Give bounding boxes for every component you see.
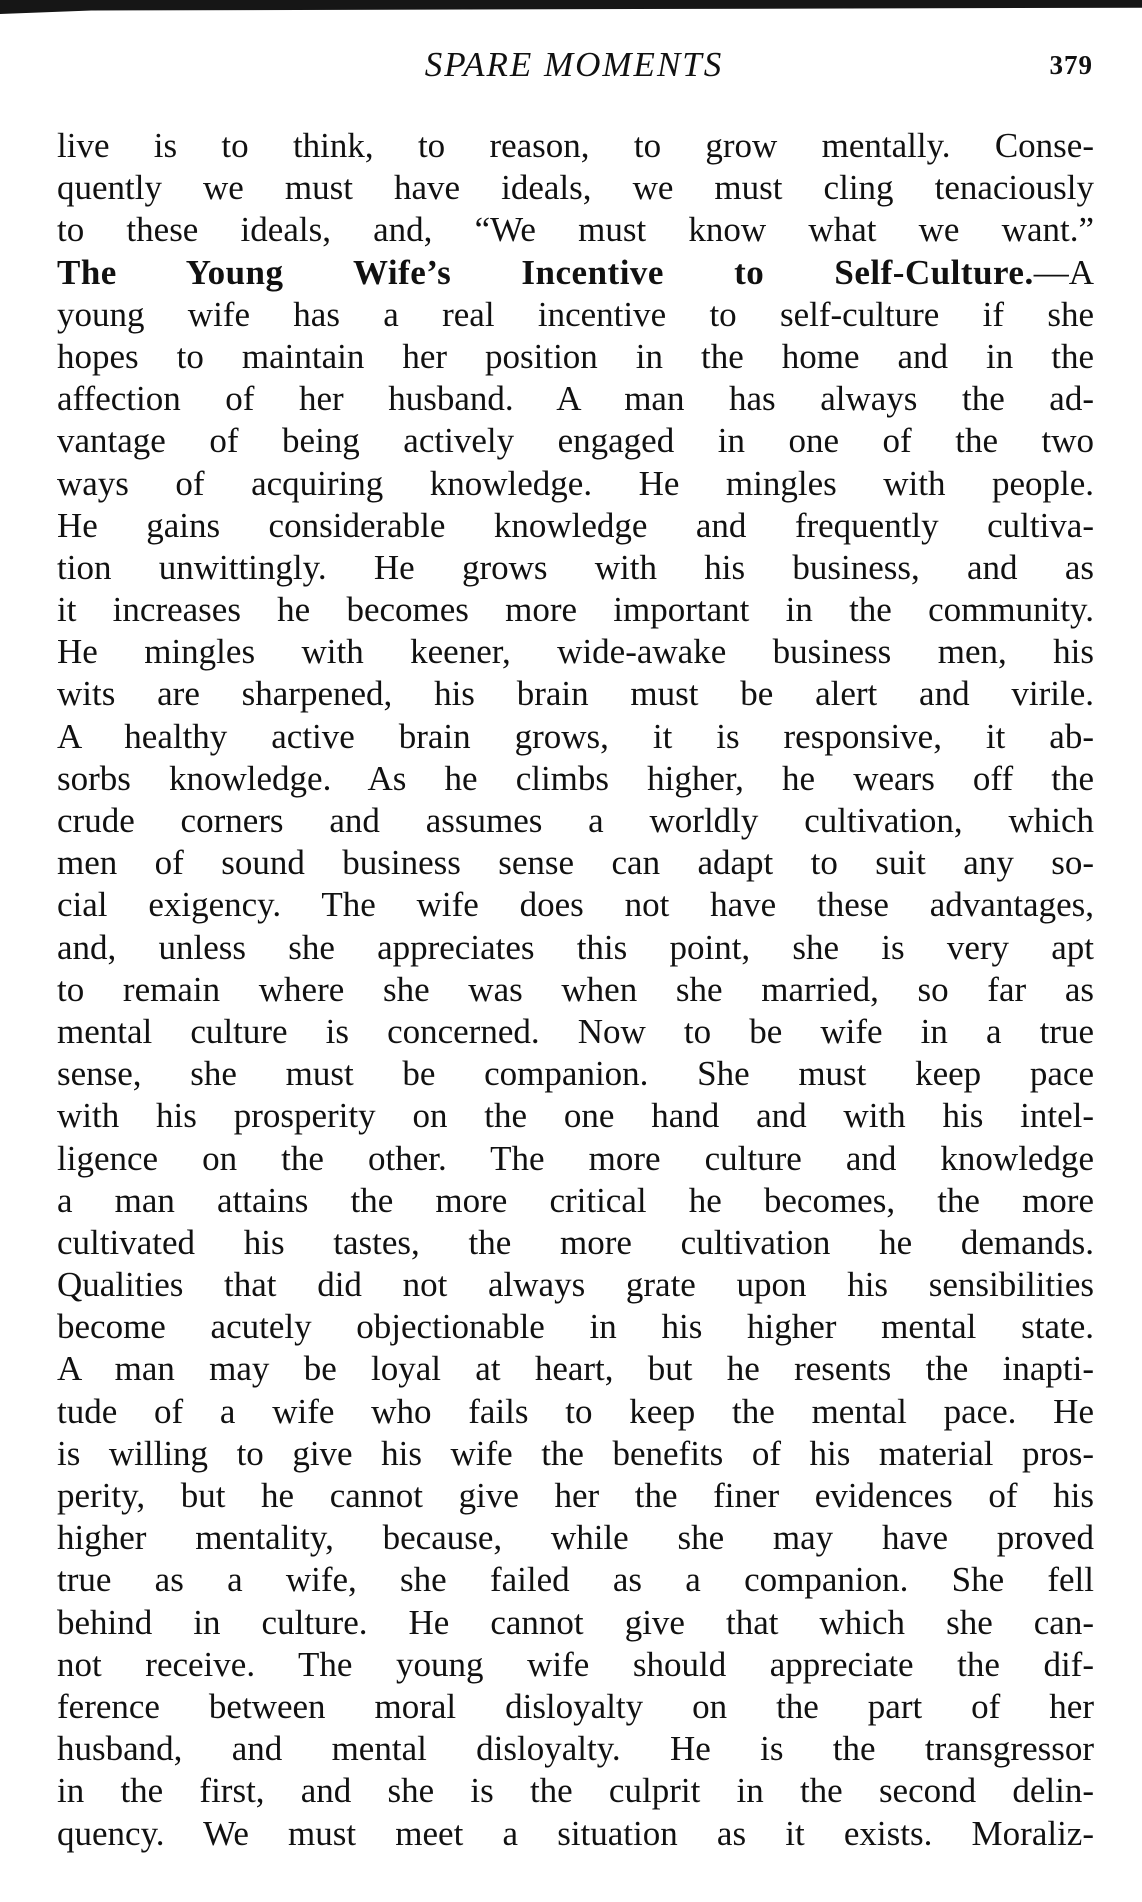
text-line: not receive. The young wife should appreciate the dif- — [57, 1644, 1094, 1684]
text-line: wits are sharpened, his brain must be alert and virile. — [57, 674, 1094, 714]
text-line: ways of acquiring knowledge. He mingles with people. — [57, 463, 1094, 503]
text-line: cial exigency. The wife does not have these advantages, — [57, 885, 1094, 925]
text-line: vantage of being actively engaged in one of the two — [57, 421, 1094, 461]
section-heading-line — [57, 252, 1094, 294]
text-line: to remain where she was when she married, so far as — [57, 969, 1094, 1009]
text-line: Qualities that did not always grate upon his sensibilities — [57, 1265, 1094, 1305]
text-line: young wife has a real incentive to self-culture if she — [57, 294, 1094, 334]
running-title: SPARE MOMENTS — [424, 45, 724, 84]
section-heading: The Young Wife’s Incentive to Self-Culture. — [57, 252, 1034, 292]
text-line: it increases he becomes more important in the community. — [57, 590, 1094, 630]
text-line: husband, and mental disloyalty. He is the transgressor — [57, 1729, 1094, 1769]
text-line: true as a wife, she failed as a companion. She fell — [57, 1560, 1094, 1600]
top-rule — [0, 0, 1142, 14]
text-line: sense, she must be companion. She must keep pace — [57, 1054, 1094, 1094]
text-line: higher mentality, because, while she may have proved — [57, 1518, 1094, 1558]
text-line: sorbs knowledge. As he climbs higher, he wears off the — [57, 758, 1094, 798]
text-line: cultivated his tastes, the more cultivation he demands. — [57, 1222, 1094, 1262]
text-line: men of sound business sense can adapt to suit any so- — [57, 843, 1094, 883]
text-line: He mingles with keener, wide-awake business men, his — [57, 632, 1094, 672]
text-line: perity, but he cannot give her the finer evidences of his — [57, 1476, 1094, 1515]
text-line: to these ideals, and, “We must know what we want.” — [57, 210, 1094, 250]
text-line: quency. We must meet a situation as it exists. Moraliz- — [57, 1813, 1094, 1853]
text-line: tion unwittingly. He grows with his business, and as — [57, 547, 1094, 587]
text-line: mental culture is concerned. Now to be wife in a true — [57, 1011, 1094, 1051]
text-line: He gains considerable knowledge and frequently cultiva- — [57, 505, 1094, 545]
text-line: and, unless she appreciates this point, she is very apt — [57, 927, 1094, 967]
body-text — [57, 125, 1094, 1855]
text-line: A man may be loyal at heart, but he resents the inapti- — [57, 1349, 1094, 1389]
text-line: affection of her husband. A man has always the ad- — [57, 379, 1094, 419]
text-line: behind in culture. He cannot give that which she can- — [57, 1602, 1094, 1642]
text-line: crude corners and assumes a worldly cultivation, which — [57, 801, 1094, 840]
section-heading-tail: —A — [1033, 252, 1094, 292]
text-line: ference between moral disloyalty on the part of her — [57, 1686, 1094, 1726]
text-line: ligence on the other. The more culture and knowledge — [57, 1138, 1094, 1178]
text-line: hopes to maintain her position in the home and in the — [57, 336, 1094, 376]
text-line: quently we must have ideals, we must cling tenaciously — [57, 168, 1094, 208]
text-line: A healthy active brain grows, it is responsive, it ab- — [57, 716, 1094, 756]
text-line: become acutely objectionable in his higher mental state. — [57, 1307, 1094, 1347]
text-line: tude of a wife who fails to keep the mental pace. He — [57, 1391, 1094, 1431]
page-number: 379 — [1049, 50, 1093, 80]
text-line: in the first, and she is the culprit in the second delin- — [57, 1771, 1094, 1811]
text-line: is willing to give his wife the benefits of his material pros- — [57, 1433, 1094, 1473]
running-head — [55, 40, 1093, 90]
text-line: a man attains the more critical he becomes, the more — [57, 1180, 1094, 1220]
text-line: with his prosperity on the one hand and with his intel- — [57, 1096, 1094, 1136]
text-line: live is to think, to reason, to grow mentally. Conse- — [57, 126, 1094, 165]
